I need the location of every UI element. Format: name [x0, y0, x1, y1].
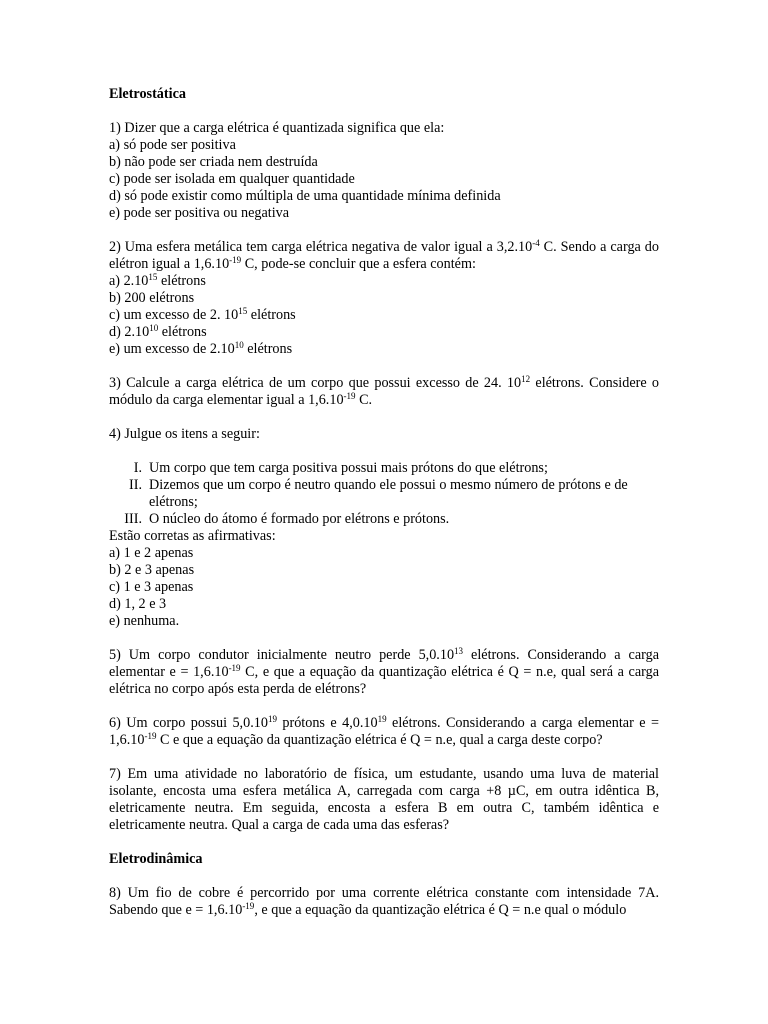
question-3-text: 3) Calcule a carga elétrica de um corpo que possui excesso de 24. $10^{12}$ elétrons. Considere o módulo da carga elementar igual a $1,6.10^{-19}$ C. [109, 374, 660, 408]
question-5 [109, 647, 659, 698]
question-7-text: 7) Em uma atividade no laboratório de física, um estudante, usando uma luva de material isolante, encosta uma esfera metálica A, carregada com carga +8 µC, em outra idêntica B, eletricamente neutra. Em seguida, encosta a esfera B em outra C, também idêntica e eletricamente neutra. Qual a carga de cada uma das esferas? [109, 766, 659, 833]
item-numeral: I. [133, 460, 142, 476]
question-6 [109, 715, 659, 749]
item-text: Um corpo que tem carga positiva possui mais prótons do que elétrons; [149, 460, 548, 476]
question-3 [109, 375, 659, 409]
question-2-option-a: a) 2.10$^{15}$ elétrons [109, 272, 206, 289]
question-7 [109, 766, 659, 834]
question-4-item [109, 511, 659, 528]
question-4-option-e: e) nenhuma. [109, 613, 180, 629]
question-4-lead: Estão corretas as afirmativas: [109, 528, 276, 544]
question-2 [109, 239, 659, 358]
section-title-eletrostatica: Eletrostática [109, 86, 186, 102]
question-2-option-c: c) um excesso de 2. $10^{15}$ elétrons [109, 306, 296, 323]
question-4-stem: 4) Julgue os itens a seguir: [109, 426, 260, 442]
question-2-option-e: e) um excesso de 2.10$^{10}$ elétrons [109, 340, 293, 357]
question-2-stem: 2) Uma esfera metálica tem carga elétrica negativa de valor igual a $3,2.10^{-4}$ C. Sendo a carga do elétron igual a $1,6.10^{-19}$ C, pode-se concluir que a esfera contém: [109, 238, 659, 272]
question-6-text: 6) Um corpo possui 5,0.10$^{19}$ prótons e 4,0.10$^{19}$ elétrons. Considerando a carga elementar $e = 1,6.10^{-19}$ C e que a equação da quantização elétrica é Q = n.e, qual a carga deste corpo? [109, 714, 659, 748]
item-text: Dizemos que um corpo é neutro quando ele possui o mesmo número de prótons e de elétrons; [149, 477, 628, 510]
item-numeral: III. [124, 511, 142, 527]
question-4-item [109, 460, 659, 477]
question-1 [109, 120, 659, 222]
document-content [109, 86, 659, 919]
question-4-item [109, 477, 659, 511]
question-8 [109, 885, 659, 919]
question-4-option-c: c) 1 e 3 apenas [109, 579, 194, 595]
item-text: O núcleo do átomo é formado por elétrons e prótons. [149, 511, 450, 527]
question-1-option-b: b) não pode ser criada nem destruída [109, 154, 318, 170]
question-1-option-e: e) pode ser positiva ou negativa [109, 205, 290, 221]
question-1-stem: 1) Dizer que a carga elétrica é quantizada significa que ela: [109, 120, 445, 136]
question-8-text: 8) Um fio de cobre é percorrido por uma corrente elétrica constante com intensidade 7A. Sabendo que $e = 1,6.10^{-19}$, e que a equação da quantização elétrica é Q = n.e qual o módulo [109, 885, 659, 918]
question-4-option-d: d) 1, 2 e 3 [109, 596, 167, 612]
question-1-option-c: c) pode ser isolada em qualquer quantidade [109, 171, 355, 187]
item-numeral: II. [129, 477, 142, 493]
question-4-option-a: a) 1 e 2 apenas [109, 545, 194, 561]
question-1-option-d: d) só pode existir como múltipla de uma quantidade mínima definida [109, 188, 501, 204]
question-2-option-d: d) 2.10$^{10}$ elétrons [109, 323, 207, 340]
section-title-eletrodinamica: Eletrodinâmica [109, 851, 203, 867]
question-4-option-b: b) 2 e 3 apenas [109, 562, 195, 578]
question-4 [109, 426, 659, 630]
question-2-option-b: b) 200 elétrons [109, 290, 195, 306]
question-1-option-a: a) só pode ser positiva [109, 137, 236, 153]
question-5-text: 5) Um corpo condutor inicialmente neutro perde 5,0.10$^{13}$ elétrons. Considerando a carga elementar $e = 1,6.10^{-19}$ C, e que a equação da quantização elétrica é Q = n.e, qual será a carga elétrica no corpo após esta perda de elétrons? [109, 646, 659, 697]
